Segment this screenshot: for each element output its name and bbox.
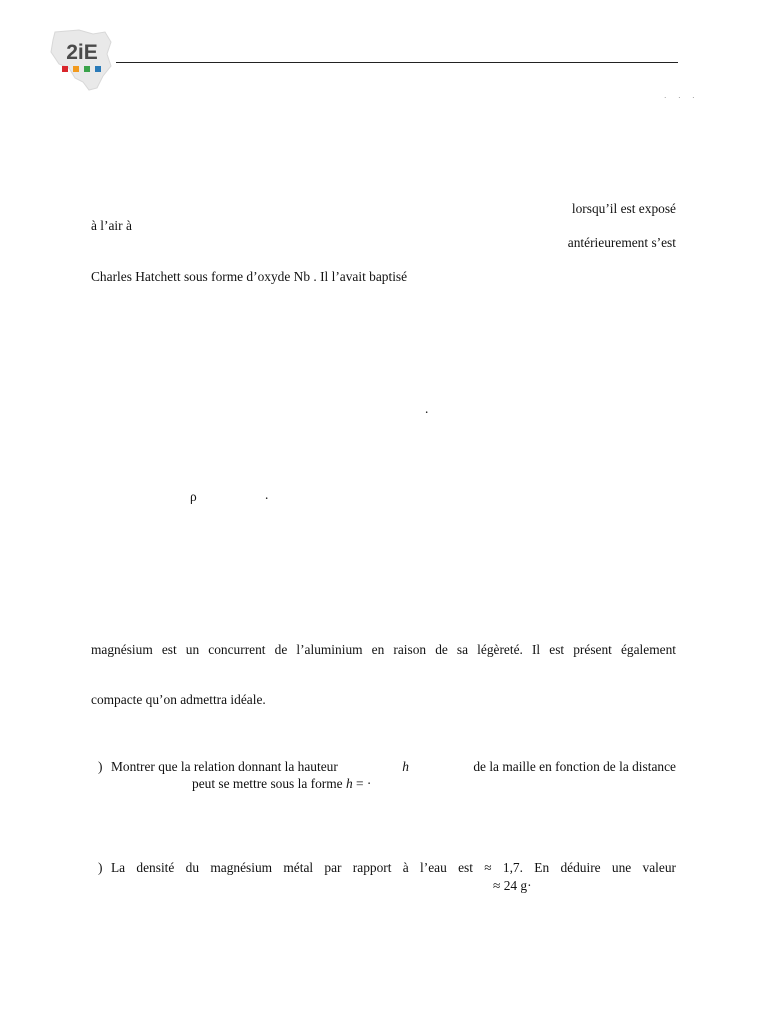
paragraph-text: à l’air à bbox=[91, 218, 132, 233]
paragraph-text: lorsqu’il est exposé bbox=[571, 201, 676, 216]
variable-h: h bbox=[402, 759, 409, 774]
period-mark: . bbox=[265, 487, 269, 502]
question-marker: ) bbox=[98, 759, 103, 774]
corner-marks: · · · bbox=[664, 94, 700, 102]
logo-text: 2iE bbox=[66, 41, 98, 64]
question-1-line-1 bbox=[111, 759, 676, 775]
paragraph-text: magnésium est un concurrent de l’aluminium en raison de sa légèreté. Il est présent également bbox=[91, 642, 676, 657]
formula-equals: = · bbox=[352, 776, 372, 791]
institution-logo bbox=[49, 28, 115, 92]
question-text: de la maille en fonction de la distance bbox=[473, 759, 676, 774]
period-mark: . bbox=[425, 401, 429, 416]
question-text: Montrer que la relation donnant la hauteur bbox=[111, 759, 338, 774]
question-text: peut se mettre sous la forme bbox=[192, 776, 343, 791]
question-2-line-1: La densité du magnésium métal par rapport à l’eau est ≈ 1,7. En déduire une valeur bbox=[111, 860, 676, 875]
rho-symbol: ρ bbox=[190, 489, 197, 504]
paragraph-text: antérieurement s’est bbox=[567, 235, 676, 250]
paragraph-text: Charles Hatchett sous forme d’oxyde Nb . Il l’avait baptisé bbox=[91, 269, 408, 284]
question-2-line-2: ≈ 24 g· bbox=[493, 878, 532, 893]
paragraph-text: compacte qu’on admettra idéale. bbox=[91, 692, 266, 707]
question-marker: ) bbox=[98, 860, 103, 875]
question-1-line-2 bbox=[192, 776, 371, 792]
header-rule bbox=[116, 62, 678, 63]
variable-h: h bbox=[345, 776, 353, 791]
